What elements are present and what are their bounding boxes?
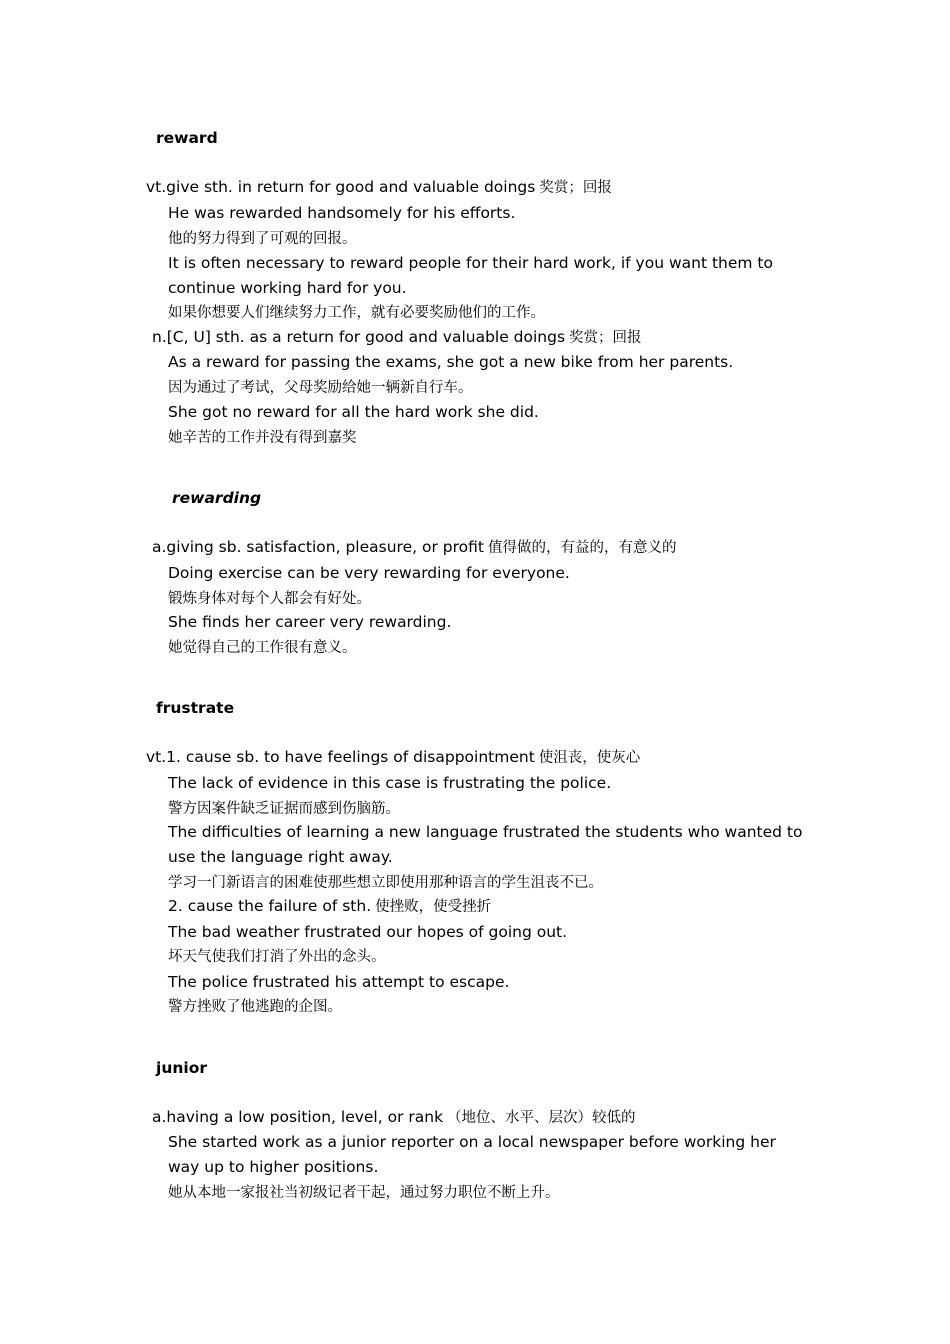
definition-zh: 奖赏；回报: [569, 330, 642, 346]
example-en: The lack of evidence in this case is frustrating the police.: [168, 774, 612, 792]
definition-zh: 奖赏；回报: [539, 180, 612, 196]
example-en-continued: way up to higher positions.: [168, 1158, 379, 1176]
definition-en: n.[C, U] sth. as a return for good and valuable doings: [152, 328, 566, 346]
definition-zh: 值得做的，有益的，有意义的: [487, 540, 677, 556]
example-zh: 她从本地一家报社当初级记者干起，通过努力职位不断上升。: [168, 1185, 560, 1201]
definition-line: [152, 327, 642, 348]
example-zh: 因为通过了考试，父母奖励给她一辆新自行车。: [168, 380, 473, 396]
definition-zh: （地位、水平、层次）较低的: [447, 1110, 636, 1126]
example-zh: 她觉得自己的工作很有意义。: [168, 640, 357, 656]
example-zh: 学习一门新语言的困难使那些想立即使用那种语言的学生沮丧不已。: [168, 875, 603, 891]
definition-line: [168, 896, 491, 917]
example-zh: 如果你想要人们继续努力工作，就有必要奖励他们的工作。: [168, 305, 545, 321]
definition-zh: 使挫败，使受挫折: [375, 899, 492, 915]
example-en: Doing exercise can be very rewarding for everyone.: [168, 564, 570, 582]
definition-line: [152, 537, 676, 558]
example-zh: 警方挫败了他逃跑的企图。: [168, 999, 342, 1015]
headword-junior: junior: [156, 1059, 207, 1077]
example-en: She started work as a junior reporter on a local newspaper before working her: [168, 1133, 776, 1151]
example-en: The police frustrated his attempt to escape.: [168, 973, 510, 991]
example-en-continued: continue working hard for you.: [168, 279, 407, 297]
example-zh: 他的努力得到了可观的回报。: [168, 231, 357, 247]
example-zh: 坏天气使我们打消了外出的念头。: [168, 949, 386, 965]
example-en: She got no reward for all the hard work she did.: [168, 403, 539, 421]
example-en: She finds her career very rewarding.: [168, 613, 452, 631]
example-zh: 她辛苦的工作并没有得到嘉奖: [168, 430, 357, 446]
example-en: He was rewarded handsomely for his efforts.: [168, 204, 516, 222]
definition-en: 2. cause the failure of sth.: [168, 897, 372, 915]
definition-zh: 使沮丧，使灰心: [538, 750, 641, 766]
example-zh: 锻炼身体对每个人都会有好处。: [168, 591, 371, 607]
definition-en: vt.1. cause sb. to have feelings of disappointment: [146, 748, 535, 766]
headword-rewarding: rewarding: [172, 489, 262, 507]
example-en: It is often necessary to reward people for their hard work, if you want them to: [168, 254, 773, 272]
definition-en: a.giving sb. satisfaction, pleasure, or profit: [152, 538, 484, 556]
definition-line: [146, 177, 612, 198]
definition-en: a.having a low position, level, or rank: [152, 1108, 444, 1126]
example-en: The bad weather frustrated our hopes of going out.: [168, 923, 568, 941]
example-en-continued: use the language right away.: [168, 848, 393, 866]
definition-en: vt.give sth. in return for good and valuable doings: [146, 178, 536, 196]
definition-line: [146, 747, 640, 768]
example-zh: 警方因案件缺乏证据而感到伤脑筋。: [168, 801, 400, 817]
headword-reward: reward: [156, 129, 218, 147]
example-en: The difficulties of learning a new language frustrated the students who wanted to: [168, 823, 803, 841]
definition-line: [152, 1107, 636, 1128]
headword-frustrate: frustrate: [156, 699, 235, 717]
example-en: As a reward for passing the exams, she got a new bike from her parents.: [168, 353, 734, 371]
